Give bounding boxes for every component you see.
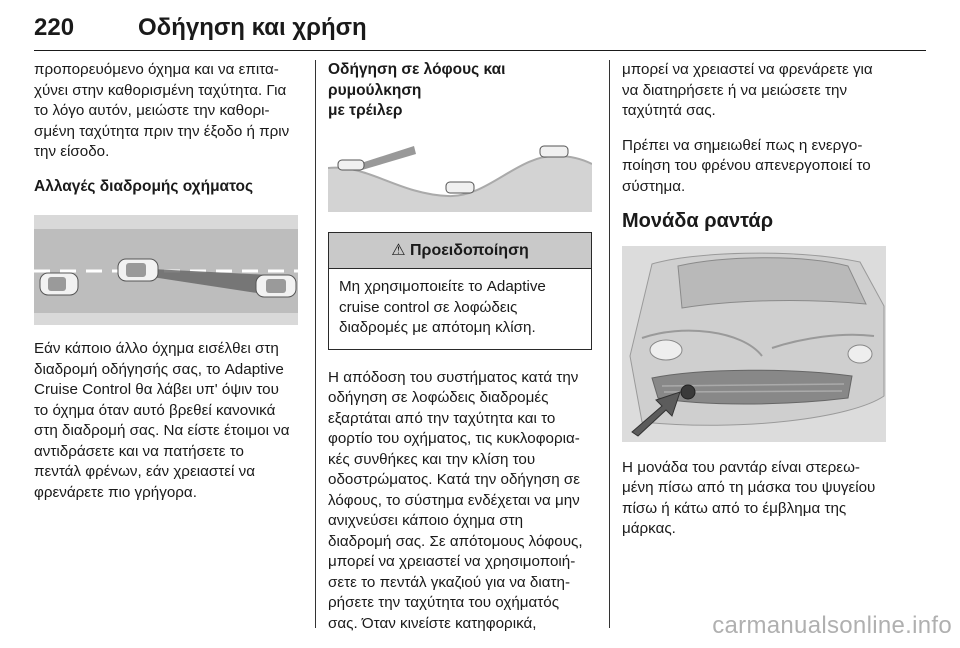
car-2	[446, 182, 474, 193]
radar-unit-car-illustration	[622, 246, 886, 442]
column-divider	[609, 60, 610, 628]
warning-box	[328, 232, 592, 350]
car-merging	[118, 259, 158, 281]
body-paragraph: μπορεί να χρειαστεί να φρενάρετε για να διατηρήσετε ή να μειώσετε την ταχύτητά σας.	[622, 61, 873, 119]
column-2	[328, 60, 592, 648]
chapter-title: Οδήγηση και χρήση	[138, 14, 367, 41]
warning-triangle-icon: ⚠	[391, 241, 406, 259]
page-number: 220	[34, 14, 75, 41]
section-heading: Μονάδα ραντάρ	[622, 210, 774, 232]
section-heading: Αλλαγές διαδρομής οχήματος	[34, 177, 254, 195]
column-divider	[315, 60, 316, 628]
warning-text: Μη χρησιμοποιείτε το Adaptive cruise control σε λοφώδεις διαδρομές με απότομη κλίση.	[339, 278, 546, 336]
body-paragraph: Η απόδοση του συστήματος κατά την οδήγηση σε λοφώδεις διαδρομές εξαρτάται από την ταχύτητα και το φορτίο του οχήματος, τις κυκλοφορια- κές συνθήκες και την κλίση του οδοστρώματος. Κατά την οδήγηση σε λόφους, το σύστημα ενδέχεται να μην ανιχνεύσει κάποιο όχημα στη διαδρομή σας. Σε απότομους λόφους, μπορεί να χρειαστεί να χρησιμοποιή- σετε το πεντάλ γκαζιού για να διατη- ρήσετε την ταχύτητα του οχήματός σας. Όταν κινείστε κατηφορικά,	[328, 368, 583, 632]
page-header	[34, 14, 926, 51]
body-paragraph: Η μονάδα του ραντάρ είναι στερεω- μένη πίσω από τη μάσκα του ψυγείου πίσω ή κάτω από το έμβλημα της μάρκας.	[622, 458, 876, 537]
lane-change-illustration	[34, 215, 298, 325]
body-paragraph: Εάν κάποιο άλλο όχημα εισέλθει στη διαδρομή οδήγησής σας, το Adaptive Cruise Control θα λάβει υπ' όψιν του το όχημα όταν αυτό βρεθεί κανονικά στη διαδρομή σας. Να είστε έτοιμοι να αντιδράσετε και να πατήσετε το πεντάλ φρένων, εάν χρειαστεί να φρενάρετε πιο γρήγορα.	[34, 340, 290, 501]
column-1	[34, 60, 302, 517]
body-paragraph: Πρέπει να σημειωθεί πως η ενεργο- ποίηση του φρένου απενεργοποιεί το σύστημα.	[622, 136, 871, 195]
warning-header: ⚠ Προειδοποίηση	[329, 233, 591, 270]
car-rear	[40, 273, 78, 295]
car-front	[256, 275, 296, 297]
car-3	[540, 146, 568, 157]
car-1	[338, 160, 364, 170]
watermark: carmanualsonline.info	[712, 612, 952, 639]
column-3	[622, 60, 888, 554]
intro-paragraph: προπορευόμενο όχημα και να επιτα- χύνει στην καθορισμένη ταχύτητα. Για το λόγο αυτόν, μειώστε την καθορι- σμένη ταχύτητα πριν την έξοδο ή πριν την είσοδο.	[34, 61, 290, 160]
section-heading: Οδήγηση σε λόφους και ρυμούλκηση με τρέιλερ	[328, 61, 506, 119]
hill-driving-illustration	[328, 134, 592, 212]
radar-sensor	[681, 385, 695, 399]
